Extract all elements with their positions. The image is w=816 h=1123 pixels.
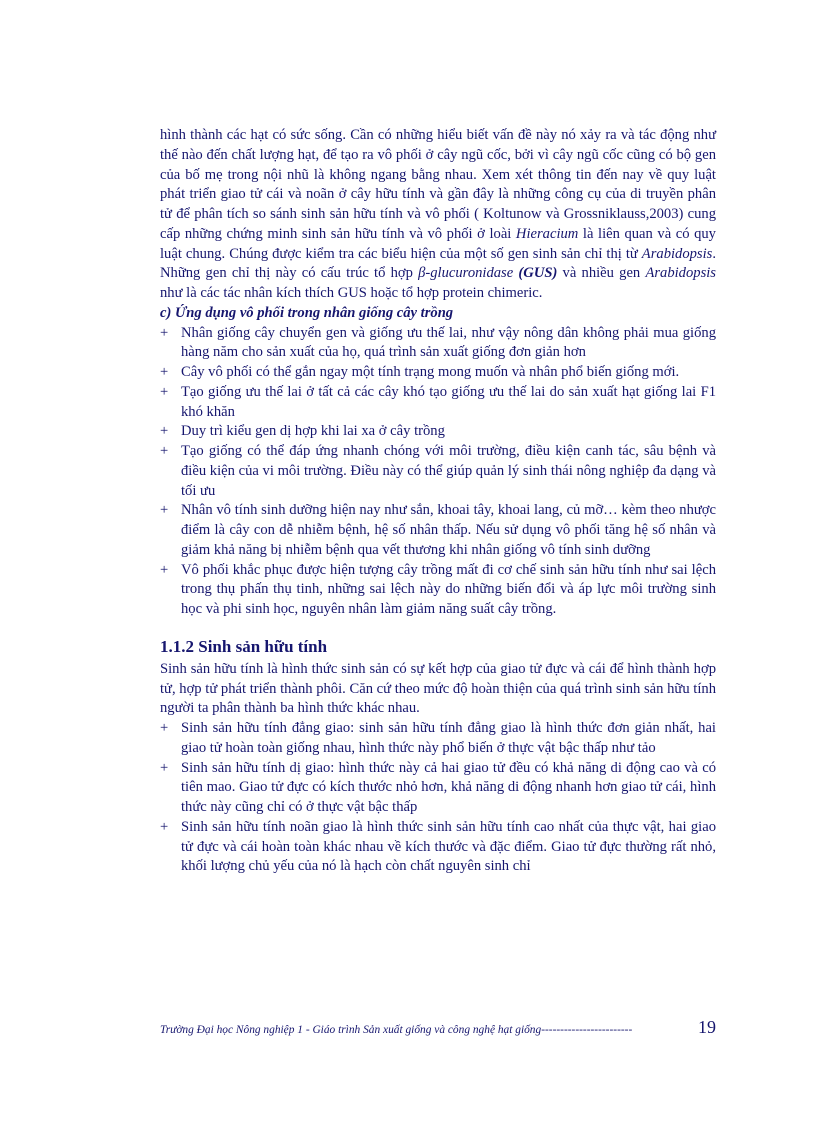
footer-text: Trường Đại học Nông nghiệp 1 - Giáo trình Sản xuất giống và công nghệ hạt giống------------------------ — [160, 1024, 633, 1036]
page-body — [160, 126, 716, 877]
list-item: + Duy trì kiểu gen dị hợp khi lai xa ở cây trồng — [160, 422, 716, 442]
list-item: + Sinh sản hữu tính noãn giao là hình thức sinh sản hữu tính cao nhất của thực vật, hai giao tử đực và cái hoàn toàn khác nhau về kích thước và đặc điểm. Giao tử đực thường rất nhỏ, khối lượng chủ yếu của nó là hạch còn chất nguyên sinh chỉ — [160, 818, 716, 875]
bullet-mark: + — [160, 759, 169, 776]
bold-term: (GUS) — [513, 265, 558, 282]
bullet-mark: + — [160, 324, 169, 341]
paragraph-sexual-reproduction: Sinh sản hữu tính là hình thức sinh sản có sự kết hợp của giao tử đực và cái để hình thành hợp tử, hợp tử phát triển thành phôi. Căn cứ theo mức độ hoàn thiện của quá trình sinh sản hữu tính người ta phân thành ba hình thức khác nhau. — [160, 660, 716, 717]
list-item: + Nhân giống cây chuyển gen và giống ưu thế lai, như vậy nông dân không phải mua giống hàng năm cho sản xuất của họ, quá trình sản xuất giống đơn giản hơn — [160, 324, 716, 361]
subheading-apomixis-applications: c) Ứng dụng vô phối trong nhân giống cây trồng — [160, 304, 454, 321]
bullet-mark: + — [160, 502, 169, 519]
list-item: + Sinh sản hữu tính dị giao: hình thức này cả hai giao tử đều có khả năng di động cao và có tiên mao. Giao tử đực có kích thước nhỏ hơn, khả năng di động nhanh hơn giao tử cái, hình thức này cũng chỉ có ở thực vật bậc thấp — [160, 759, 716, 815]
list-apomixis-applications — [160, 324, 716, 620]
page-footer — [160, 1017, 716, 1038]
bullet-mark: + — [160, 561, 169, 578]
bullet-mark: + — [160, 364, 169, 380]
page-number: 19 — [698, 1017, 716, 1037]
list-item: + Cây vô phối có thể gắn ngay một tính trạng mong muốn và nhân phổ biến giống mới. — [160, 363, 716, 383]
italic-species: Arabidopsis — [645, 265, 716, 282]
list-sexual-reproduction-types — [160, 719, 716, 877]
list-item: + Nhân vô tính sinh dưỡng hiện nay như sắn, khoai tây, khoai lang, củ mỡ… kèm theo nhược điểm là cây con dễ nhiễm bệnh, hệ số nhân thấp. Nếu sử dụng vô phối tăng hệ số nhân và giảm khả năng bị nhiễm bệnh qua vết thương khi nhân giống vô tính sinh dưỡng — [160, 502, 716, 558]
italic-species: Hieracium — [515, 225, 579, 242]
italic-term: β-glucuronidase — [418, 265, 514, 282]
bullet-mark: + — [160, 818, 169, 835]
list-item: + Tạo giống có thể đáp ứng nhanh chóng với môi trường, điều kiện canh tác, sâu bệnh và điều kiện của vi môi trường. Điều này có thể giúp quản lý sinh thái nông nghiệp đa dạng và tối ưu — [160, 443, 716, 499]
section-title: 1.1.2 Sinh sản hữu tính — [160, 636, 328, 656]
italic-species: Arabidopsis — [641, 245, 713, 262]
bullet-mark: + — [160, 720, 169, 736]
bullet-mark: + — [160, 423, 169, 440]
list-item: + Vô phối khắc phục được hiện tượng cây trồng mất đi cơ chế sinh sản hữu tính như sai lệch trong thụ phấn thụ tinh, những sai lệch này do những biến đổi và áp lực môi trường sinh học và phi sinh học, nguyên nhân làm giảm năng suất cây trồng. — [160, 561, 716, 617]
paragraph-intro: hình thành các hạt có sức sống. Cần có những hiểu biết vấn đề này nó xảy ra và tác động như thế nào đến chất lượng hạt, để tạo ra vô phối ở cây ngũ cốc, bởi vì cây ngũ cốc cũng có bộ gen của bố mẹ trong nội nhũ là không ngang bằng nhau. Xem xét thông tin đến nay về quy luật phát triển giao tử cái và noãn ở cây hữu tính và gần đây là những công cụ của di truyền phân tử để phân tích so sánh sinh sản hữu tính và vô phối ( Koltunow và Grossniklauss,2003) cung cấp những chứng minh sinh sản hữu tính và vô phối ở loài Hieracium là liên quan và có quy luật chung. Chúng được kiểm tra các biểu hiện của một số gen sinh sản chỉ thị từ Arabidopsis. Những gen chỉ thị này có cấu trúc tổ hợp β-glucuronidase (GUS) và nhiều gen Arabidopsis như là các tác nhân kích thích GUS hoặc tổ hợp protein chimeric. — [160, 127, 716, 301]
bullet-mark: + — [160, 383, 169, 400]
bullet-mark: + — [160, 443, 169, 459]
list-item: + Tạo giống ưu thế lai ở tất cả các cây khó tạo giống ưu thế lai do sản xuất hạt giống lai F1 khó khăn — [160, 383, 716, 420]
list-item: + Sinh sản hữu tính đẳng giao: sinh sản hữu tính đẳng giao là hình thức đơn giản nhất, hai giao tử hoàn toàn giống nhau, hình thức này phổ biến ở thực vật bậc thấp như tảo — [160, 720, 716, 756]
